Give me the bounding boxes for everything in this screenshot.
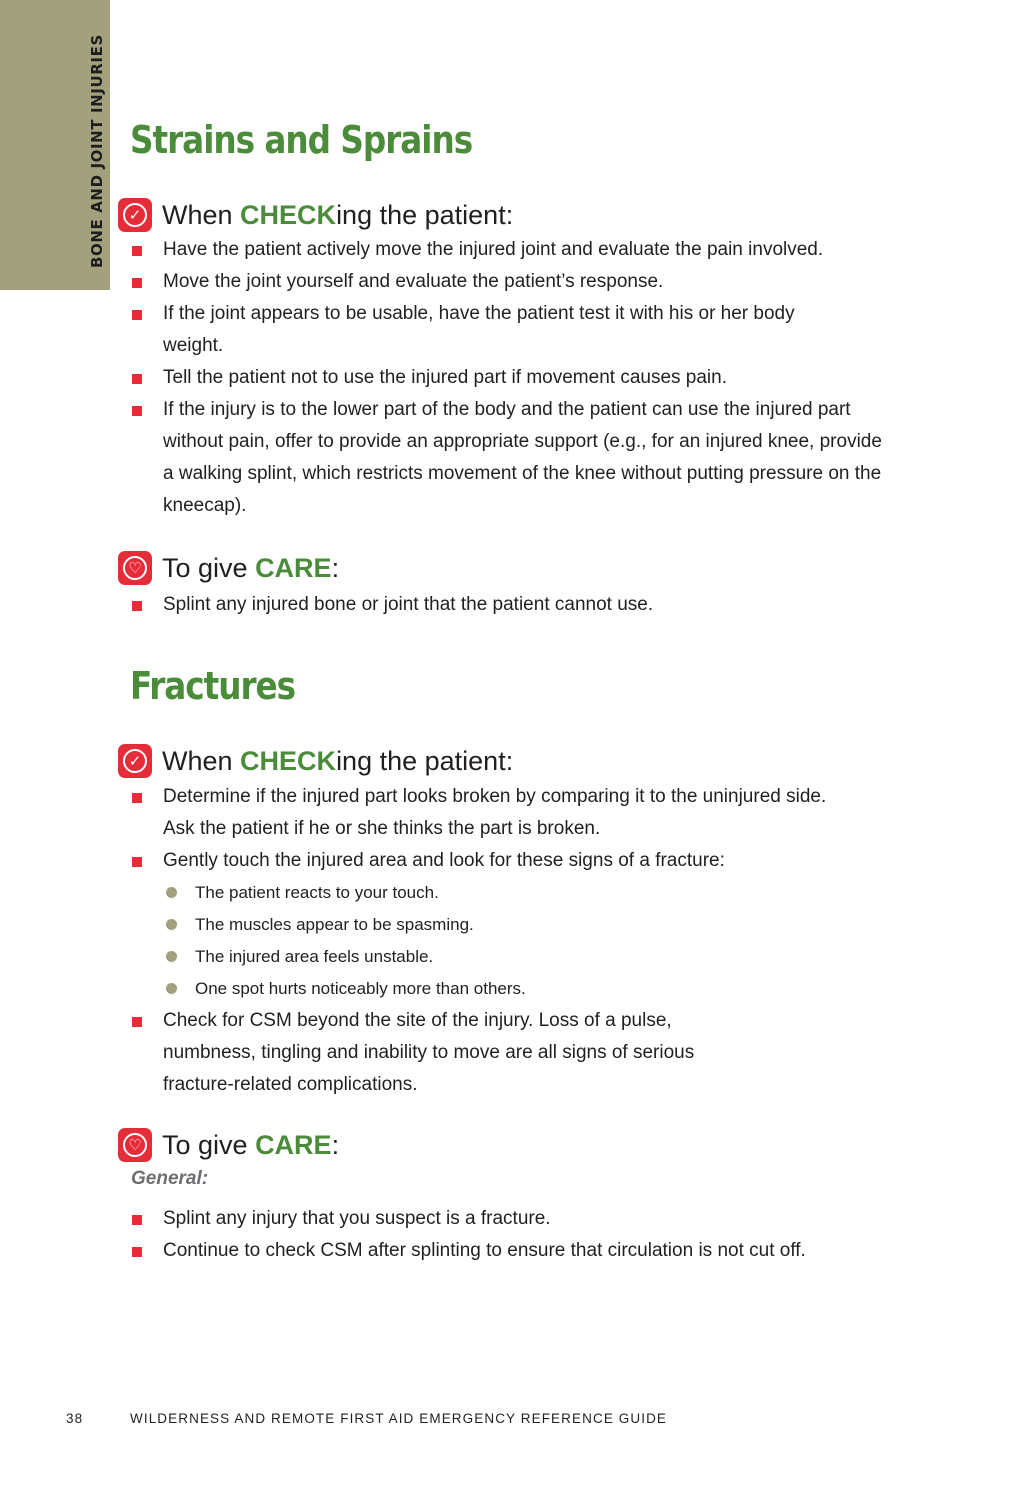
subhead-care-fractures xyxy=(118,1125,339,1165)
subhead-text: To give CARE: xyxy=(162,1129,340,1160)
sub-list-item: One spot hurts noticeably more than others. xyxy=(163,973,890,1005)
subhead-care-strains xyxy=(118,548,339,588)
fractures-care-list xyxy=(130,1203,890,1267)
heart-icon: ♡ xyxy=(118,551,152,585)
subhead-text: To give CARE: xyxy=(162,552,340,583)
list-item: Move the joint yourself and evaluate the patient’s response. xyxy=(130,266,890,298)
list-item: Check for CSM beyond the site of the injury. Loss of a pulse, numbness, tingling and inability to move are all signs of serious fracture-related complications. xyxy=(130,1005,753,1101)
general-label: General: xyxy=(131,1168,209,1189)
strains-checking-list xyxy=(130,234,890,522)
list-item: If the joint appears to be usable, have the patient test it with his or her body weight. xyxy=(130,298,803,362)
section-title-strains: Strains and Sprains xyxy=(130,118,473,162)
heart-icon: ♡ xyxy=(118,1128,152,1162)
list-item: Splint any injury that you suspect is a fracture. xyxy=(130,1203,890,1235)
fractures-checking-list xyxy=(130,781,890,1101)
subhead-checking-strains xyxy=(118,195,513,235)
fracture-signs-list xyxy=(163,877,890,1005)
check-icon: ✓ xyxy=(118,198,152,232)
list-item: Tell the patient not to use the injured part if movement causes pain. xyxy=(130,362,890,394)
guide-title: WILDERNESS AND REMOTE FIRST AID EMERGENCY REFERENCE GUIDE xyxy=(130,1411,668,1426)
strains-care-list xyxy=(130,589,890,621)
list-item-text: Gently touch the injured area and look for these signs of a fracture: xyxy=(163,850,725,871)
page-number: 38 xyxy=(66,1411,84,1426)
list-item xyxy=(130,845,890,1005)
list-item: If the injury is to the lower part of the body and the patient can use the injured part without pain, offer to provide an appropriate support (e.g., for an injured knee, provide a walking splint, which restricts movement of the knee without putting pressure on the kneecap). xyxy=(130,394,890,522)
subhead-checking-fractures xyxy=(118,741,513,781)
side-tab-label: BONE AND JOINT INJURIES xyxy=(88,34,106,268)
subhead-text: When CHECKing the patient: xyxy=(162,745,514,776)
check-icon: ✓ xyxy=(118,744,152,778)
sub-list-item: The injured area feels unstable. xyxy=(163,941,890,973)
subhead-text: When CHECKing the patient: xyxy=(162,199,514,230)
list-item: Splint any injured bone or joint that the patient cannot use. xyxy=(130,589,890,621)
list-item: Continue to check CSM after splinting to ensure that circulation is not cut off. xyxy=(130,1235,890,1267)
sub-list-item: The muscles appear to be spasming. xyxy=(163,909,890,941)
list-item: Determine if the injured part looks broken by comparing it to the uninjured side. Ask the patient if he or she thinks the part is broken. xyxy=(130,781,853,845)
sub-list-item: The patient reacts to your touch. xyxy=(163,877,890,909)
section-title-fractures: Fractures xyxy=(130,664,296,708)
list-item: Have the patient actively move the injured joint and evaluate the pain involved. xyxy=(130,234,890,266)
